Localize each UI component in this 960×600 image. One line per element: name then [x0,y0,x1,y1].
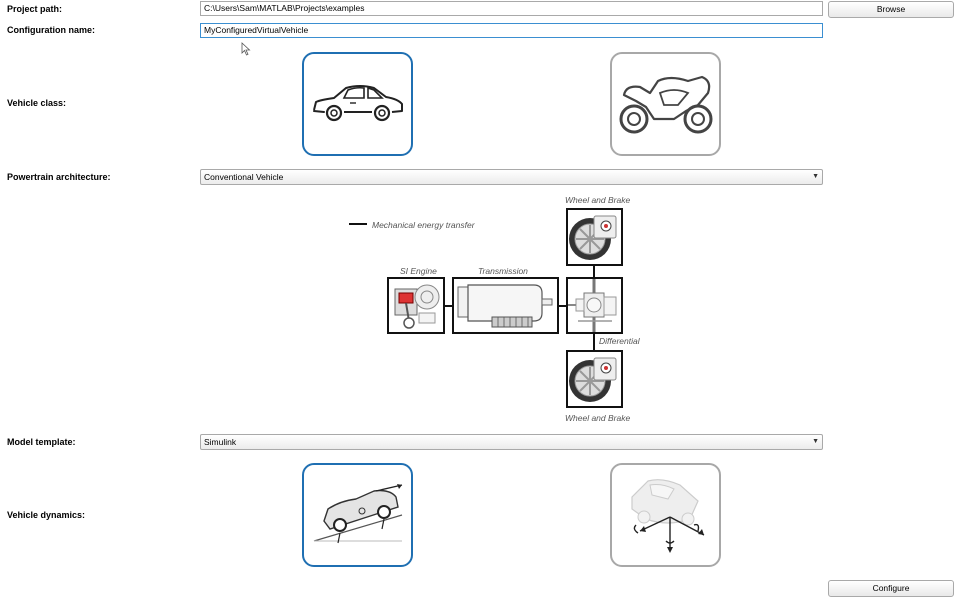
project-path-input[interactable]: C:\Users\Sam\MATLAB\Projects\examples [200,1,823,16]
powertrain-architecture-dropdown[interactable] [200,169,823,185]
configuration-name-input[interactable]: MyConfiguredVirtualVehicle [200,23,823,38]
mouse-cursor-icon [241,42,251,56]
vehicle-dynamics-combined-option[interactable] [610,463,721,567]
wheel-icon [568,352,621,406]
si-engine-caption: SI Engine [400,266,437,276]
chevron-down-icon: ▼ [812,173,819,180]
transmission-block [452,277,559,334]
model-template-label: Model template: [7,437,76,447]
vehicle-dynamics-label: Vehicle dynamics: [7,510,86,520]
configuration-name-label: Configuration name: [7,25,95,35]
powertrain-architecture-value: Conventional Vehicle [204,172,284,182]
vehicle-class-car-option[interactable] [302,52,413,156]
legend-line-icon [349,221,369,227]
wheel-brake-bottom-caption: Wheel and Brake [565,413,631,423]
vehicle-dynamics-longitudinal-option[interactable] [302,463,413,567]
differential-icon [568,279,621,332]
vehicle-class-motorcycle-option[interactable] [610,52,721,156]
car-icon [310,80,406,128]
motorcycle-icon [616,71,716,137]
vehicle-class-label: Vehicle class: [7,98,67,108]
chevron-down-icon: ▼ [812,438,819,445]
wheel-brake-top-block [566,208,623,266]
browse-button[interactable]: Browse [828,1,954,18]
wheel-icon [568,210,621,264]
wheel-brake-top-caption: Wheel and Brake [565,195,631,205]
si-engine-block [387,277,445,334]
differential-block [566,277,623,334]
transmission-caption: Transmission [478,266,528,276]
model-template-dropdown[interactable] [200,434,823,450]
differential-caption: Differential [599,336,640,346]
combined-dynamics-icon [618,473,714,557]
longitudinal-dynamics-icon [310,481,406,549]
legend-mechanical-energy-transfer: Mechanical energy transfer [372,220,475,230]
configure-button[interactable]: Configure [828,580,954,597]
model-template-value: Simulink [204,437,237,447]
transmission-icon [454,279,557,332]
powertrain-architecture-label: Powertrain architecture: [7,172,111,182]
project-path-label: Project path: [7,4,63,14]
wheel-brake-bottom-block [566,350,623,408]
engine-icon [389,279,443,332]
